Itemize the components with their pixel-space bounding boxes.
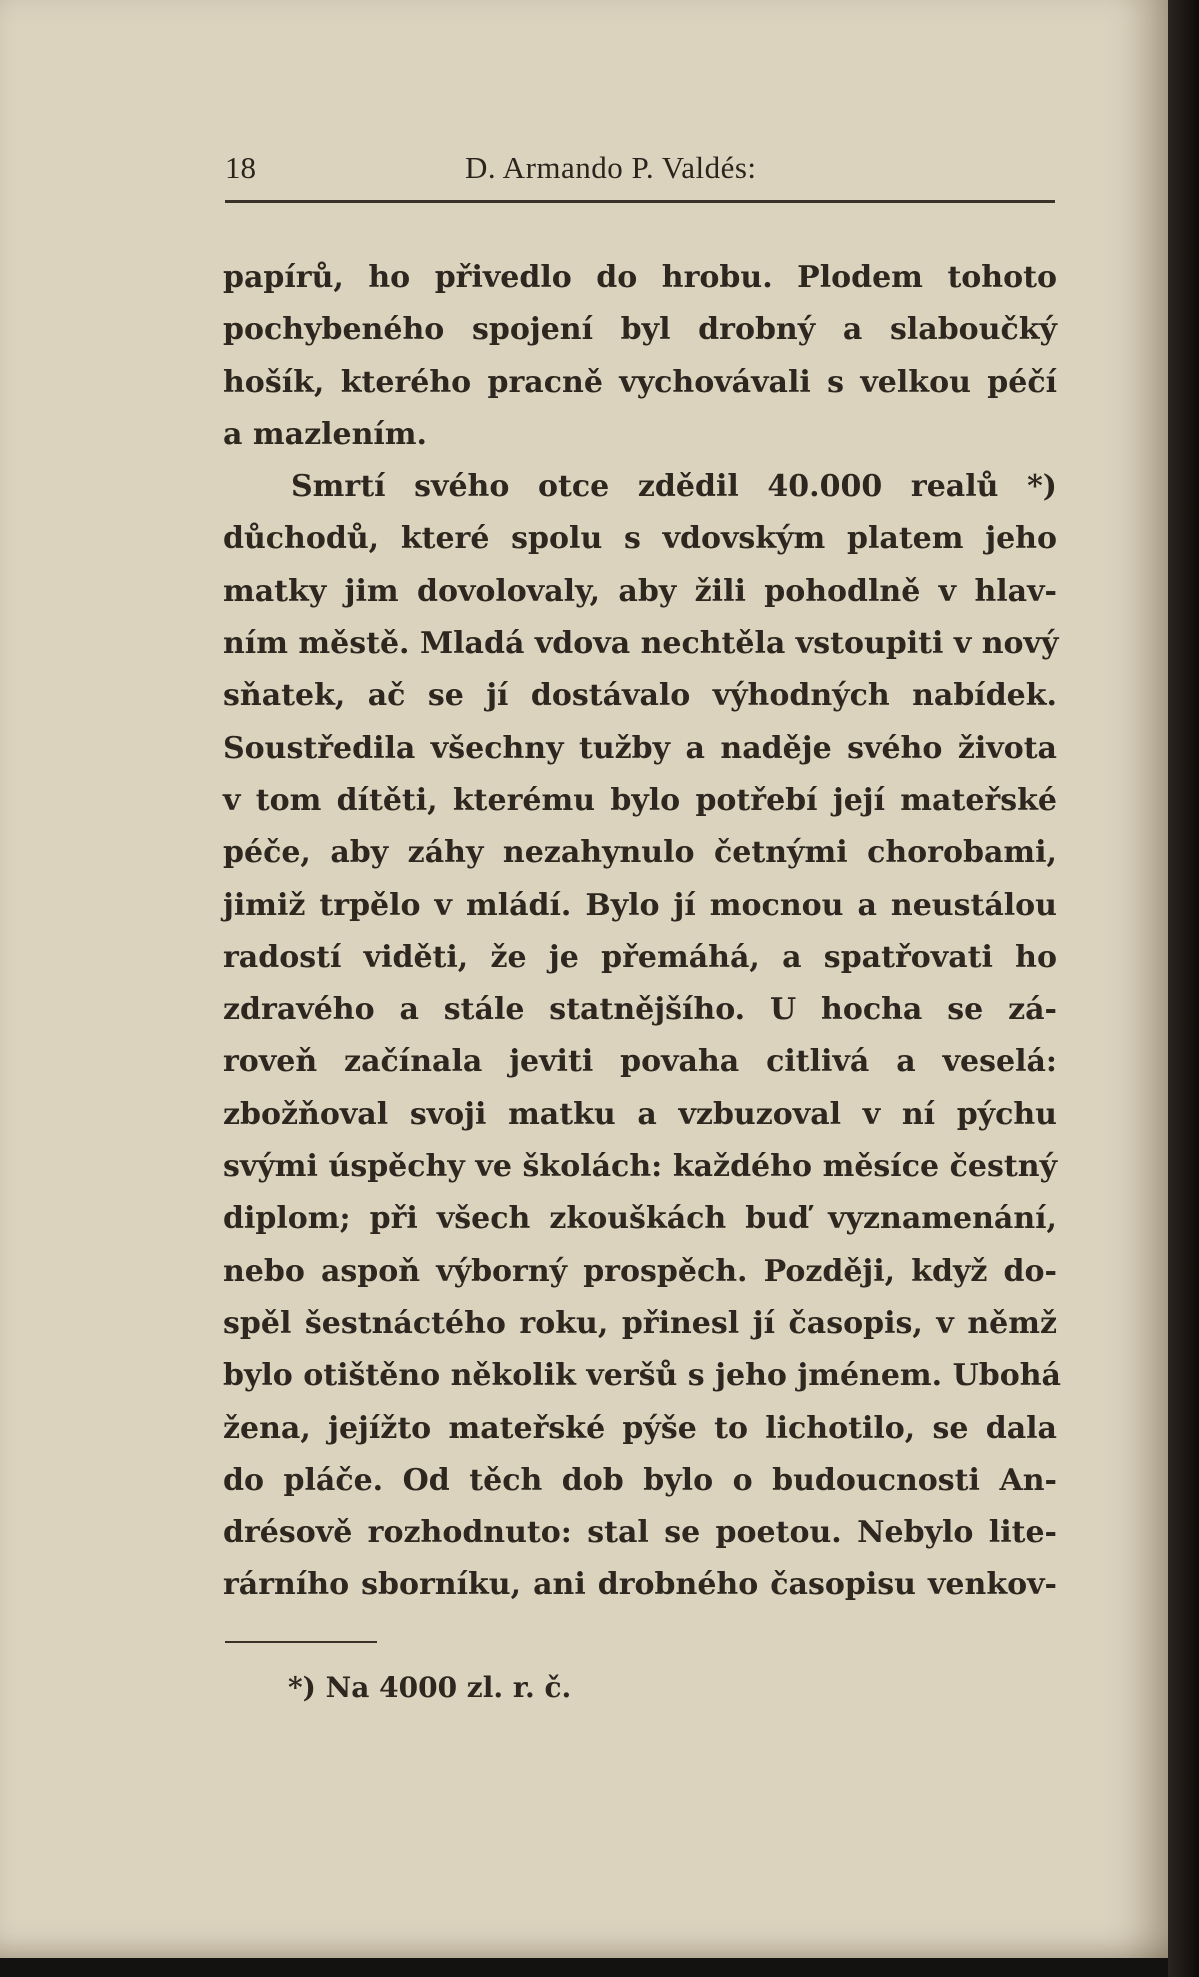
footnote-rule — [225, 1641, 377, 1643]
text-line: nebo aspoň výborný prospěch. Později, když do- — [223, 1253, 1057, 1289]
text-line: a mazlením. — [223, 416, 427, 452]
text-line: ním městě. Mladá vdova nechtěla vstoupiti v nový — [223, 626, 1059, 662]
text-line: rárního sborníku, ani drobného časopisu venkov- — [223, 1567, 1057, 1603]
text-line: důchodů, které spolu s vdovským platem jeho — [223, 521, 1057, 557]
text-line: papírů, ho přivedlo do hrobu. Plodem tohoto — [223, 260, 1057, 295]
text-line: sňatek, ač se jí dostávalo výhodných nabídek. — [223, 678, 1057, 714]
text-line: matky jim dovolovaly, aby žili pohodlně v hlav- — [223, 573, 1057, 609]
book-spine — [1168, 0, 1199, 1977]
page-number: 18 — [225, 150, 256, 185]
text-line: péče, aby záhy nezahynulo četnými chorobami, — [223, 835, 1057, 871]
text-line: pochybeného spojení byl drobný a slaboučký — [223, 312, 1057, 348]
text-line: jimiž trpělo v mládí. Bylo jí mocnou a neustálou — [223, 887, 1057, 923]
text-line: hošík, kterého pracně vychovávali s velkou péčí — [223, 364, 1057, 400]
text-line: roveň začínala jeviti povaha citlivá a veselá: — [223, 1044, 1057, 1080]
page-header — [225, 148, 1055, 198]
text-line: zbožňoval svoji matku a vzbuzoval v ní pýchu — [223, 1096, 1057, 1132]
running-head: D. Armando P. Valdés: — [465, 150, 757, 185]
text-line: radostí viděti, že je přemáhá, a spatřovati ho — [223, 939, 1057, 975]
text-line: bylo otištěno několik veršů s jeho jménem. Ubohá — [223, 1358, 1061, 1394]
text-line: do pláče. Od těch dob bylo o budoucnosti An- — [223, 1462, 1057, 1498]
text-line: zdravého a stále statnějšího. U hocha se zá- — [223, 992, 1057, 1028]
body-text — [223, 252, 1061, 1612]
text-line: diplom; při všech zkouškách buď vyznamenání, — [223, 1201, 1057, 1237]
header-rule — [225, 200, 1055, 203]
text-line: Soustředila všechny tužby a naděje svého života — [223, 730, 1057, 766]
footnote: *) Na 4000 zl. r. č. — [288, 1671, 572, 1704]
text-line: svými úspěchy ve školách: každého měsíce čestný — [223, 1149, 1057, 1185]
text-line: žena, jejížto mateřské pýše to lichotilo, se dala — [223, 1410, 1057, 1446]
text-line: spěl šestnáctého roku, přinesl jí časopis, v němž — [223, 1305, 1057, 1341]
text-line: Smrtí svého otce zdědil 40.000 realů *) — [291, 469, 1057, 505]
text-line: drésově rozhodnuto: stal se poetou. Nebylo lite- — [223, 1515, 1057, 1551]
text-line: v tom dítěti, kterému bylo potřebí její mateřské — [223, 782, 1057, 818]
